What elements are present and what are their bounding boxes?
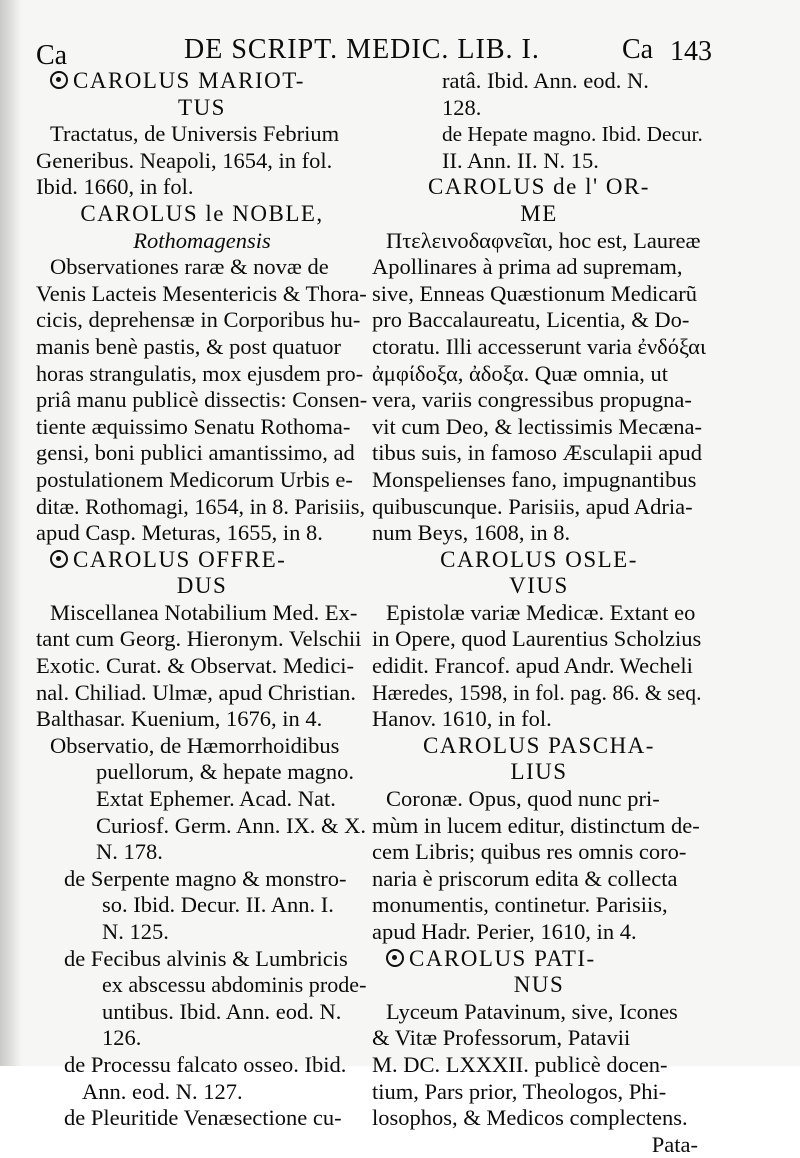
- text-line: Exotic. Curat. & Observat. Medici-: [36, 653, 355, 679]
- text-line: & Vitæ Professorum, Patavii: [372, 1025, 631, 1051]
- text-line: Apollinares à prima ad supremam,: [372, 254, 683, 280]
- text-line: Monspelienses fano, impugnantibus: [372, 466, 697, 492]
- text-line: quibuscunque. Parisiis, apud Adria-: [372, 493, 693, 519]
- text-line: Ibid. 1660, in fol.: [36, 174, 194, 200]
- text-line: Hæredes, 1598, in fol. pag. 86. & seq.: [372, 680, 702, 705]
- text-line: vera, variis congressibus propugna-: [372, 387, 692, 413]
- text-line: puellorum, & hepate magno.: [96, 759, 355, 785]
- text-line: ctoratu. Illi accesserunt varia ἐνδόξαι: [372, 333, 707, 359]
- text-line: Curiosf. Germ. Ann. IX. & X.: [96, 812, 366, 838]
- circled-dot-icon: [50, 550, 68, 568]
- text-line: N. 125.: [102, 919, 169, 944]
- text-line: sive, Enneas Quæstionum Medicarũ: [372, 280, 697, 306]
- text-line: tiente æquissimo Senatu Rothoma-: [36, 413, 351, 439]
- text-line: II. Ann. II. N. 15.: [442, 147, 599, 173]
- text-line: tibus suis, in famoso Æsculapii apud: [372, 440, 702, 466]
- text-line: Generibus. Neapoli, 1654, in fol.: [36, 147, 333, 173]
- text-line: cem Libris; quibus res omnis coro-: [372, 839, 687, 865]
- entry-heading-cont: DUS: [176, 573, 228, 599]
- text-line: ratâ. Ibid. Ann. eod. N.: [442, 68, 649, 93]
- left-catchword: Ca: [36, 40, 68, 71]
- text-line: Epistolæ variæ Medicæ. Extant eo: [386, 599, 696, 625]
- entry-heading: CAROLUS PASCHA-: [423, 732, 655, 758]
- text-line: untibus. Ibid. Ann. eod. N.: [102, 998, 342, 1024]
- text-line: N. 178.: [96, 839, 163, 865]
- text-line: in Opere, quod Laurentius Scholzius: [372, 626, 702, 652]
- text-line: Miscellanea Notabilium Med. Ex-: [50, 599, 358, 625]
- left-column: [36, 68, 368, 1132]
- text-line: horas strangulatis, mox ejusdem pro-: [36, 360, 364, 386]
- text-line: de Serpente magno & monstro-: [64, 865, 347, 891]
- running-title: DE SCRIPT. MEDIC. LIB. I.: [184, 34, 540, 65]
- text-line: pro Baccalaureatu, Licentia, & Do-: [372, 307, 690, 333]
- entry-heading-cont: VIUS: [509, 573, 569, 599]
- text-line: de Fecibus alvinis & Lumbricis: [64, 945, 348, 971]
- text-line: tium, Pars prior, Theologos, Phi-: [372, 1078, 667, 1104]
- text-line: Extat Ephemer. Acad. Nat.: [96, 786, 336, 812]
- text-line: mùm in lucem editur, distinctum de-: [372, 812, 700, 838]
- text-line: apud Hadr. Perier, 1610, in 4.: [372, 919, 637, 944]
- text-line: postulationem Medicorum Urbis e-: [36, 466, 353, 492]
- entry-heading-cont: NUS: [513, 972, 565, 998]
- text-line: cicis, deprehensæ in Corporibus hu-: [36, 307, 361, 333]
- text-line: nal. Chiliad. Ulmæ, apud Christian.: [36, 679, 356, 705]
- text-line: vit cum Deo, & lectissimis Mecæna-: [372, 413, 702, 439]
- text-line: M. DC. LXXXII. publicè docen-: [372, 1051, 668, 1077]
- text-line: Observatio, de Hæmorrhoidibus: [50, 732, 340, 758]
- text-line: gensi, boni publici amantissimo, ad: [36, 440, 355, 466]
- entry-heading: CAROLUS MARIOT-: [36, 68, 368, 95]
- text-line: de Pleuritide Venæsectione cu-: [64, 1105, 342, 1131]
- text-line: monumentis, continetur. Parisiis,: [372, 892, 668, 918]
- text-line: losophos, & Medicos complectens.: [372, 1105, 688, 1131]
- text-line: Balthasar. Kuenium, 1676, in 4.: [36, 706, 323, 732]
- text-line: num Beys, 1608, in 8.: [372, 520, 571, 546]
- entry-subheading: Rothomagensis: [133, 227, 271, 253]
- text-line: edidit. Francof. apud Andr. Wecheli: [372, 653, 693, 679]
- text-line: manis benè pastis, & post quatuor: [36, 333, 341, 359]
- entry-heading: CAROLUS PATI-: [372, 946, 706, 973]
- text-line: Venis Lacteis Mesentericis & Thora-: [36, 280, 367, 306]
- entry-heading-cont: ME: [520, 200, 558, 226]
- text-line: de Processu falcato osseo. Ibid.: [64, 1051, 347, 1077]
- text-line: de Hepate magno. Ibid. Decur.: [442, 122, 703, 147]
- entry-heading-cont: TUS: [178, 94, 226, 120]
- circled-dot-icon: [50, 71, 68, 89]
- running-head: [36, 30, 712, 71]
- text-line: 128.: [442, 94, 482, 120]
- text-line: so. Ibid. Decur. II. Ann. I.: [102, 892, 334, 918]
- text-line: ditæ. Rothomagi, 1654, in 8. Parisiis,: [36, 493, 365, 519]
- entry-heading: CAROLUS de l' OR-: [428, 174, 650, 200]
- text-line: Hanov. 1610, in fol.: [372, 706, 552, 732]
- entry-heading: CAROLUS OSLE-: [440, 546, 638, 572]
- page-number: 143: [670, 36, 712, 67]
- text-line: Ann. eod. N. 127.: [82, 1078, 243, 1104]
- entry-heading: CAROLUS le NOBLE,: [80, 200, 324, 226]
- text-line: tant cum Georg. Hieronym. Velschii: [36, 626, 362, 652]
- right-column: [372, 68, 706, 1158]
- text-line: ἀμφίδοξα, ἀδοξα. Quæ omnia, ut: [372, 360, 668, 386]
- text-line: apud Casp. Meturas, 1655, in 8.: [36, 520, 323, 546]
- text-line: Πτελεινοδαφνεῖαι, hoc est, Laureæ: [386, 227, 701, 253]
- text-line: Observationes raræ & novæ de: [50, 254, 329, 280]
- entry-heading: CAROLUS OFFRE-: [36, 547, 368, 574]
- right-catchword: Ca: [622, 34, 654, 65]
- catchword: Pata-: [651, 1131, 698, 1157]
- text-line: Tractatus, de Universis Febrium: [50, 121, 340, 147]
- text-line: Lyceum Patavinum, sive, Icones: [386, 998, 678, 1024]
- entry-heading-cont: LIUS: [510, 759, 568, 785]
- circled-dot-icon: [386, 949, 404, 967]
- text-line: naria è priscorum edita & collecta: [372, 865, 678, 891]
- text-line: 126.: [102, 1025, 142, 1051]
- text-line: priâ manu publicè dissectis: Consen-: [36, 387, 368, 413]
- text-line: ex abscessu abdominis prode-: [102, 972, 367, 998]
- text-line: Coronæ. Opus, quod nunc pri-: [386, 786, 660, 812]
